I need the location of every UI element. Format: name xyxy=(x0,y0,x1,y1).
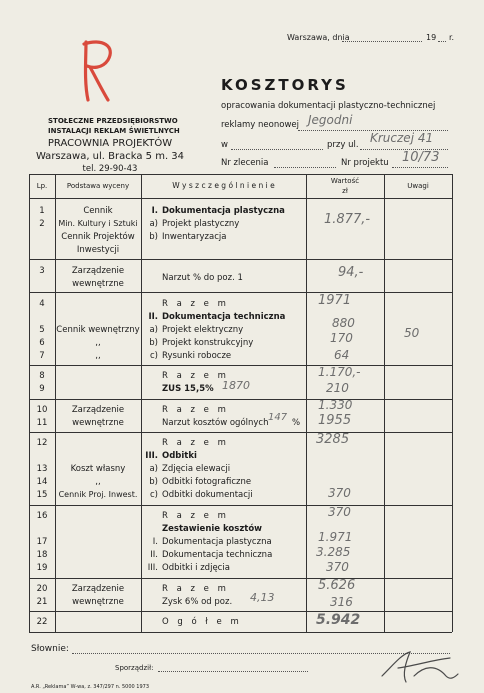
section-title: Dokumentacja techniczna xyxy=(162,312,286,322)
order-number-dots xyxy=(274,167,336,168)
col-border-lp xyxy=(55,174,56,632)
row-number: 13 xyxy=(36,464,48,474)
row-number: 14 xyxy=(36,477,48,487)
row-letter: a) xyxy=(149,325,158,335)
row-value: 210 xyxy=(326,381,349,395)
row-description: R a z e m xyxy=(162,438,229,448)
row-description: R a z e m xyxy=(162,584,229,594)
year-prefix: 19 xyxy=(426,33,437,42)
row-handwritten-note: 4,13 xyxy=(250,591,275,604)
advert-handwritten: Jegodni xyxy=(308,113,353,127)
header-notes: Uwagi xyxy=(407,182,429,190)
row-number: 7 xyxy=(39,351,45,361)
project-number-handwritten: 10/73 xyxy=(402,150,440,165)
row-number: 4 xyxy=(39,299,45,309)
row-basis: Inwestycji xyxy=(76,245,120,255)
row-basis: wewnętrzne xyxy=(72,418,124,428)
row-description: Dokumentacja plastyczna xyxy=(162,537,272,547)
prepared-by-label: Sporządził: xyxy=(115,664,154,672)
row-value: 370 xyxy=(328,486,351,500)
row-number: 17 xyxy=(36,537,48,547)
row-letter: a) xyxy=(149,219,158,229)
row-value: 880 xyxy=(332,316,355,330)
row-description: R a z e m xyxy=(162,405,229,415)
row-number: 5 xyxy=(39,325,45,335)
row-description: Odbitki dokumentacji xyxy=(162,490,253,500)
row-handwritten-note: 1870 xyxy=(222,379,250,392)
w-dots xyxy=(231,149,323,150)
row-number: 21 xyxy=(36,597,48,607)
col-border-right xyxy=(452,174,453,632)
row-handwritten-note: 147 xyxy=(268,412,288,423)
row-value: 1.170,- xyxy=(318,365,361,379)
col-border-spec xyxy=(306,174,307,632)
row-description: R a z e m xyxy=(162,511,229,521)
row-number: 15 xyxy=(36,490,48,500)
company-line-2: INSTALACJI REKLAM ŚWIETLNYCH xyxy=(48,127,180,135)
row-letter: c) xyxy=(150,351,158,361)
row-percent-sign: % xyxy=(292,418,301,428)
row-description: Inwentaryzacja xyxy=(162,232,227,242)
prepared-by-dots xyxy=(158,671,308,672)
row-description: Rysunki robocze xyxy=(162,351,232,361)
street-handwritten: Kruczej 41 xyxy=(370,131,434,145)
row-basis: Min. Kultury i Sztuki xyxy=(58,219,138,228)
row-description: Dokumentacja techniczna xyxy=(162,550,273,560)
row-number: 16 xyxy=(36,511,48,521)
row-basis: Koszt własny xyxy=(70,464,126,474)
amount-in-words-label: Słownie: xyxy=(31,644,69,654)
project-number-label: Nr projektu xyxy=(341,158,389,168)
row-description: ZUS 15,5% xyxy=(162,384,214,394)
row-number: 22 xyxy=(36,617,48,627)
document-title: KOSZTORYS xyxy=(221,76,349,94)
row-value: 370 xyxy=(328,505,351,519)
section-title: Dokumentacja plastyczna xyxy=(162,206,285,216)
row-value: 3285 xyxy=(316,432,350,447)
row-number: 18 xyxy=(36,550,48,560)
row-number: 19 xyxy=(36,563,48,573)
company-logo xyxy=(72,38,120,104)
row-basis: Zarządzenie xyxy=(71,405,125,415)
row-basis: Zarządzenie xyxy=(71,266,125,276)
date-dots xyxy=(342,41,422,42)
row-basis: Cennik Projektów xyxy=(61,232,135,242)
row-basis: Cennik Proj. Inwest. xyxy=(58,490,138,499)
row-separator xyxy=(29,432,452,433)
place-date-label: Warszawa, dnia xyxy=(287,33,350,42)
row-number: 6 xyxy=(39,338,45,348)
header-value: Wartość xyxy=(330,177,360,185)
advert-label: reklamy neonowej xyxy=(221,120,299,130)
header-lp: Lp. xyxy=(36,182,48,190)
row-letter: b) xyxy=(149,338,158,348)
row-value: 5.626 xyxy=(318,578,356,593)
company-line-4: Warszawa, ul. Bracka 5 m. 34 xyxy=(35,151,185,162)
table-bottom-border xyxy=(29,632,452,633)
row-letter: a) xyxy=(149,464,158,474)
row-number: 20 xyxy=(36,584,48,594)
row-value: 94,- xyxy=(338,265,364,280)
row-number: 10 xyxy=(36,405,48,415)
signature-scribble xyxy=(380,646,460,686)
row-basis: ,, xyxy=(95,351,101,361)
row-basis: wewnętrzne xyxy=(72,279,124,289)
row-number: 11 xyxy=(36,418,48,428)
row-description: Zysk 6% od poz. xyxy=(162,597,233,607)
row-value: 170 xyxy=(330,331,353,345)
row-description: Projekt elektryczny xyxy=(162,325,244,335)
row-value: 316 xyxy=(330,595,353,609)
header-value-unit: zł xyxy=(342,187,348,195)
printer-imprint: A.R. „Reklama” W-wa, z. 347/297 n. 5000 1973 xyxy=(31,684,150,690)
section-title: Zestawienie kosztów xyxy=(162,524,263,534)
row-description: Projekt plastyczny xyxy=(162,219,240,229)
row-basis: Cennik xyxy=(83,206,113,216)
order-number-label: Nr zlecenia xyxy=(221,158,269,168)
row-basis: ,, xyxy=(95,477,101,487)
row-number: 1 xyxy=(39,206,45,216)
project-number-dots xyxy=(392,167,448,168)
row-number: 8 xyxy=(39,371,45,381)
row-separator xyxy=(29,611,452,612)
row-number: 9 xyxy=(39,384,45,394)
row-value: 5.942 xyxy=(316,612,361,628)
section-title: Odbitki xyxy=(162,451,197,461)
year-dots xyxy=(438,41,446,42)
row-letter: I. xyxy=(152,537,158,547)
row-separator xyxy=(29,365,452,366)
row-value: 1955 xyxy=(318,413,352,428)
row-description: Narzut kosztów ogólnych xyxy=(162,418,269,428)
row-letter: II. xyxy=(150,550,158,560)
row-note: 50 xyxy=(404,326,420,340)
row-separator xyxy=(29,505,452,506)
company-line-3: PRACOWNIA PROJEKTÓW xyxy=(47,138,173,149)
row-description: Zdjęcia elewacji xyxy=(162,464,231,474)
row-value: 1.877,- xyxy=(324,212,371,227)
row-number: 12 xyxy=(36,438,48,448)
header-basis: Podstawa wyceny xyxy=(66,182,130,190)
row-basis: Cennik wewnętrzny xyxy=(56,325,140,335)
row-basis: ,, xyxy=(95,338,101,348)
row-separator xyxy=(29,259,452,260)
col-border-value xyxy=(384,174,385,632)
row-description: Narzut % do poz. 1 xyxy=(162,273,243,283)
w-label: w xyxy=(221,140,228,150)
row-separator xyxy=(29,399,452,400)
row-description: R a z e m xyxy=(162,371,229,381)
row-number: 2 xyxy=(39,219,45,229)
row-number: 3 xyxy=(39,266,45,276)
row-description: R a z e m xyxy=(162,299,229,309)
row-letter: b) xyxy=(149,477,158,487)
row-letter: b) xyxy=(149,232,158,242)
row-letter: c) xyxy=(150,490,158,500)
row-separator xyxy=(29,292,452,293)
table-header-border xyxy=(29,198,452,199)
header-spec: W y s z c z e g ó l n i e n i e xyxy=(172,181,275,190)
row-description: Projekt konstrukcyjny xyxy=(162,338,254,348)
section-roman: III. xyxy=(145,451,158,461)
row-value: 64 xyxy=(334,348,350,362)
row-value: 1971 xyxy=(318,293,352,308)
row-description: O g ó ł e m xyxy=(162,617,242,627)
company-line-5: tel. 29-90-43 xyxy=(82,164,138,174)
row-basis: Zarządzenie xyxy=(71,584,125,594)
section-roman: II. xyxy=(148,312,158,322)
row-value: 1.971 xyxy=(318,530,353,544)
row-separator xyxy=(29,578,452,579)
row-value: 1.330 xyxy=(318,398,353,412)
street-label: przy ul. xyxy=(327,140,359,150)
row-basis: wewnętrzne xyxy=(72,597,124,607)
row-description: Odbitki i zdjęcia xyxy=(162,563,230,573)
document-subtitle: opracowania dokumentacji plastyczno-technicznej xyxy=(221,101,436,111)
row-letter: III. xyxy=(147,563,158,573)
year-r: r. xyxy=(449,33,455,42)
company-line-1: STOŁECZNE PRZEDSIĘBIORSTWO xyxy=(48,117,178,125)
row-value: 3.285 xyxy=(316,545,351,559)
section-roman: I. xyxy=(151,206,158,216)
row-value: 370 xyxy=(326,560,349,574)
table-top-border xyxy=(29,174,452,175)
row-description: Odbitki fotograficzne xyxy=(162,477,252,487)
